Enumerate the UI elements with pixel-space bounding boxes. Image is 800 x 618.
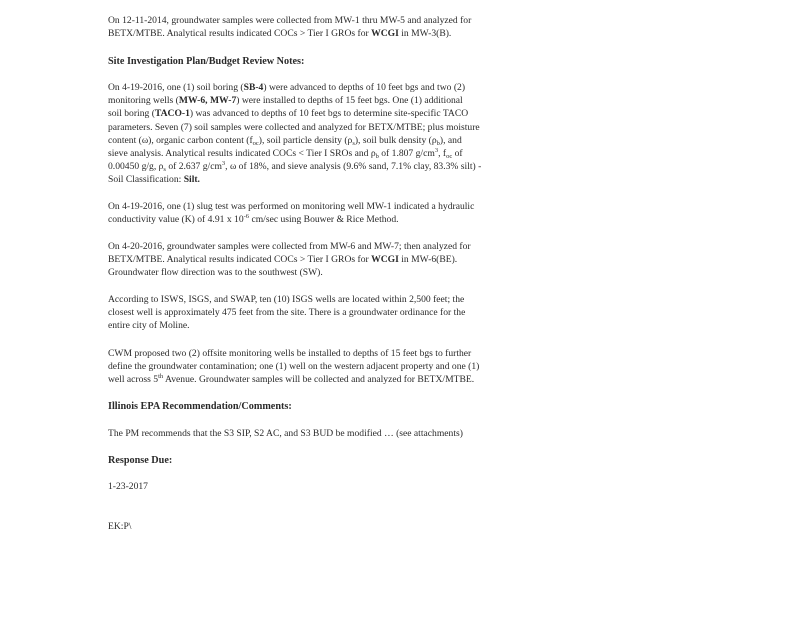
paragraph-prior-groundwater — [108, 14, 546, 40]
text-line: On 4-20-2016, groundwater samples were collected from MW-6 and MW-7; then analyzed for — [108, 241, 471, 252]
text-line: entire city of Moline. — [108, 320, 190, 332]
paragraph-slug-test — [108, 200, 546, 226]
text-line: On 4-19-2016, one (1) soil boring (SB-4) were advanced to depths of 10 feet bgs and two (2) — [108, 82, 466, 93]
text-line: closest well is approximately 475 feet from the site. There is a groundwater ordinance for the — [108, 307, 466, 319]
text-line: BETX/MTBE. Analytical results indicated COCs > Tier I GROs for WCGI in MW-6(BE). — [108, 254, 458, 266]
paragraph-soil-boring — [108, 81, 546, 187]
heading-response-due: Response Due: — [108, 455, 173, 466]
text-line: conductivity value (K) of 4.91 x $10^{-6}$ cm/sec using Bouwer & Rice Method. — [108, 213, 399, 226]
text-line: According to ISWS, ISGS, and SWAP, ten (10) ISGS wells are located within 2,500 feet; the — [108, 294, 465, 305]
response-due-date: 1-23-2017 — [108, 481, 148, 492]
text-line: BETX/MTBE. Analytical results indicated COCs > Tier I GROs for WCGI in MW-3(B). — [108, 28, 452, 40]
text-line: CWM proposed two (2) offsite monitoring wells be installed to depths of 15 feet bgs to further — [108, 348, 472, 359]
text-line: well across 5th Avenue. Groundwater samples will be collected and analyzed for BETX/MTBE. — [108, 373, 475, 386]
text-line: Soil Classification: Silt. — [108, 174, 200, 186]
paragraph-pm-recommendation: The PM recommends that the S3 SIP, S2 AC, and S3 BUD be modified … (see attachments) — [108, 428, 463, 439]
text-line: 0.00450 g/g, $\rho_s$ of 2.637 $g/cm^3$, ω of 18%, and sieve analysis (9.6% sand, 7.1% clay, 83.3% silt) - — [108, 160, 482, 174]
author-initials: EK:P\ — [108, 521, 132, 532]
heading-site-investigation: Site Investigation Plan/Budget Review Notes: — [108, 56, 305, 67]
text-line: define the groundwater contamination; one (1) well on the western adjacent property and one (1) — [108, 361, 480, 373]
heading-epa-recommendation: Illinois EPA Recommendation/Comments: — [108, 401, 292, 412]
text-line: Groundwater flow direction was to the southwest (SW). — [108, 267, 323, 279]
text-line: monitoring wells (MW-6, MW-7) were installed to depths of 15 feet bgs. One (1) additional — [108, 95, 463, 107]
text-line: sieve analysis. Analytical results indicated COCs < Tier I SROs and $\rho_b$ of 1.807 $g/cm^3$, $f_{oc}$ of — [108, 147, 463, 161]
text-line: soil boring (TACO-1) was advanced to depths of 10 feet bgs to determine site-specific TACO — [108, 108, 469, 120]
text-line: content (ω), organic carbon content $(f_{oc})$, soil particle density $(\rho_s)$, soil bulk density $(\rho_b)$, and — [108, 134, 462, 147]
text-line: parameters. Seven (7) soil samples were collected and analyzed for BETX/MTBE; plus moisture — [108, 121, 480, 133]
text-line: On 12-11-2014, groundwater samples were collected from MW-1 thru MW-5 and analyzed for — [108, 15, 472, 26]
top-cutoff-line — [108, 0, 188, 3]
paragraph-offsite-wells — [108, 347, 546, 387]
paragraph-well-survey — [108, 293, 546, 333]
text-line: On 4-19-2016, one (1) slug test was performed on monitoring well MW-1 indicated a hydraulic — [108, 201, 475, 212]
paragraph-groundwater-samples — [108, 240, 546, 280]
